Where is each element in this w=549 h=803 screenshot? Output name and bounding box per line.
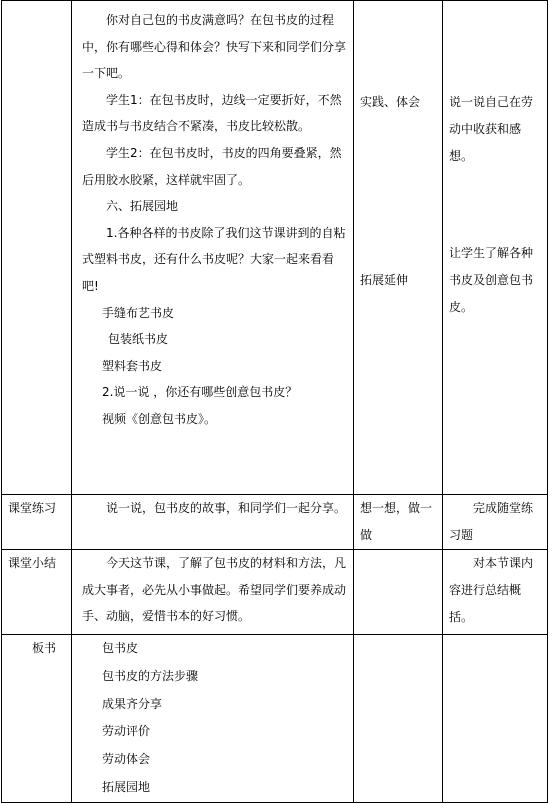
board-intent [443,635,548,803]
practice-activity: 想一想，做一做 [354,495,443,550]
intent-extension: 让学生了解各种书皮及创意包书皮。 [449,246,534,314]
summary-activity [354,550,443,635]
summary-label: 课堂小结 [2,550,72,635]
board-item: 劳动体会 [102,752,151,767]
board-item: 包书皮的方法步骤 [102,668,199,683]
activity-extension: 拓展延伸 [360,273,409,287]
extension-question: 1.各种各样的书皮除了我们这节课讲到的自粘式塑料书皮，还有什么书皮呢？大家一起来看看吧! [82,225,346,293]
intent-reflection: 说一说自己在劳动中收获和感想。 [449,95,534,163]
summary-row [2,550,548,635]
board-item: 劳动评价 [102,724,151,739]
main-activity-cell [354,1,443,495]
practice-label: 课堂练习 [2,495,72,550]
cover-type-paper: 包装纸书皮 [108,332,169,347]
summary-intent: 对本节课内容进行总结概括。 [443,550,548,635]
student-1-answer: 学生1：在包书皮时，边线一定要折好，不然造成书与书皮结合不紧凑，书皮比较松散。 [82,92,342,134]
board-activity [354,635,443,803]
practice-intent: 完成随堂练习题 [443,495,548,550]
reflection-question: 你对自己包的书皮满意吗？在包书皮的过程中，你有哪些心得和体会？快写下来和同学们分享一下吧。 [82,13,347,81]
board-item: 成果齐分享 [102,696,163,711]
section-heading: 六、拓展园地 [106,199,179,214]
main-row-label-cell [2,1,72,495]
board-item: 包书皮 [102,641,139,655]
practice-content: 说一说，包书皮的故事，和同学们一起分享。 [72,495,354,550]
main-content-cell [72,1,354,495]
cover-type-cloth: 手缝布艺书皮 [102,305,175,320]
board-item: 拓展园地 [102,779,151,794]
main-intent-cell [443,1,548,495]
discussion-prompt: 2.说一说 ，你还有哪些创意包书皮？ [102,385,298,400]
main-row [2,1,548,495]
practice-row [2,495,548,550]
student-2-answer: 学生2：在包书皮时，书皮的四角要叠紧，然后用胶水胶紧，这样就牢固了。 [82,145,342,187]
board-row [2,635,548,803]
board-label: 板书 [2,635,72,803]
lesson-plan-table [1,0,548,803]
video-title: 视频《创意包书皮》。 [102,411,217,426]
cover-type-plastic: 塑料套书皮 [102,358,163,373]
board-content [72,635,354,803]
summary-content: 今天这节课，了解了包书皮的材料和方法，凡成大事者，必先从小事做起。希望同学们要养成动手、动脑，爱惜书本的好习惯。 [72,550,354,635]
activity-practice: 实践、体会 [360,95,421,109]
